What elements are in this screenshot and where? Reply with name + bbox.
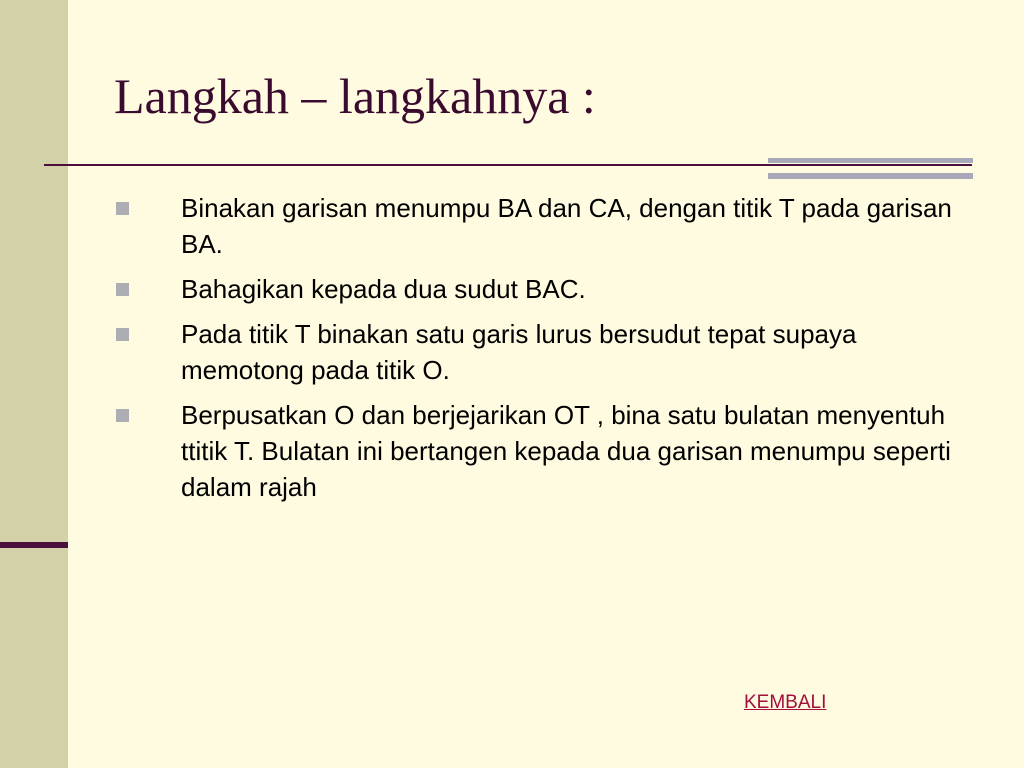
square-bullet-icon bbox=[116, 328, 129, 341]
title-accent-bar-bottom bbox=[768, 173, 973, 179]
slide-title: Langkah – langkahnya : bbox=[114, 68, 596, 124]
square-bullet-icon bbox=[116, 409, 129, 422]
bullet-text-3: Pada titik T binakan satu garis lurus bersudut tepat supaya memotong pada titik O. bbox=[181, 319, 857, 385]
square-bullet-icon bbox=[116, 202, 129, 215]
back-link[interactable]: KEMBALI bbox=[744, 692, 827, 713]
bullet-text-4: Berpusatkan O dan berjejarikan OT , bina satu bulatan menyentuh ttitik T. Bulatan ini bertangen kepada dua garisan menumpu seperti dalam rajah bbox=[181, 400, 951, 502]
square-bullet-icon bbox=[116, 283, 129, 296]
bullet-item-4 bbox=[116, 397, 976, 505]
title-underline-rule bbox=[44, 164, 972, 166]
bullet-item-2 bbox=[116, 271, 976, 307]
left-decorative-strip bbox=[0, 0, 68, 768]
bullet-list bbox=[116, 190, 976, 514]
bullet-text-1: Binakan garisan menumpu BA dan CA, dengan titik T pada garisan BA. bbox=[181, 193, 952, 259]
bullet-item-3 bbox=[116, 316, 976, 388]
left-strip-accent-bar bbox=[0, 542, 68, 548]
bullet-text-2: Bahagikan kepada dua sudut BAC. bbox=[181, 274, 586, 304]
bullet-item-1 bbox=[116, 190, 976, 262]
title-accent-bar-top bbox=[768, 158, 973, 163]
